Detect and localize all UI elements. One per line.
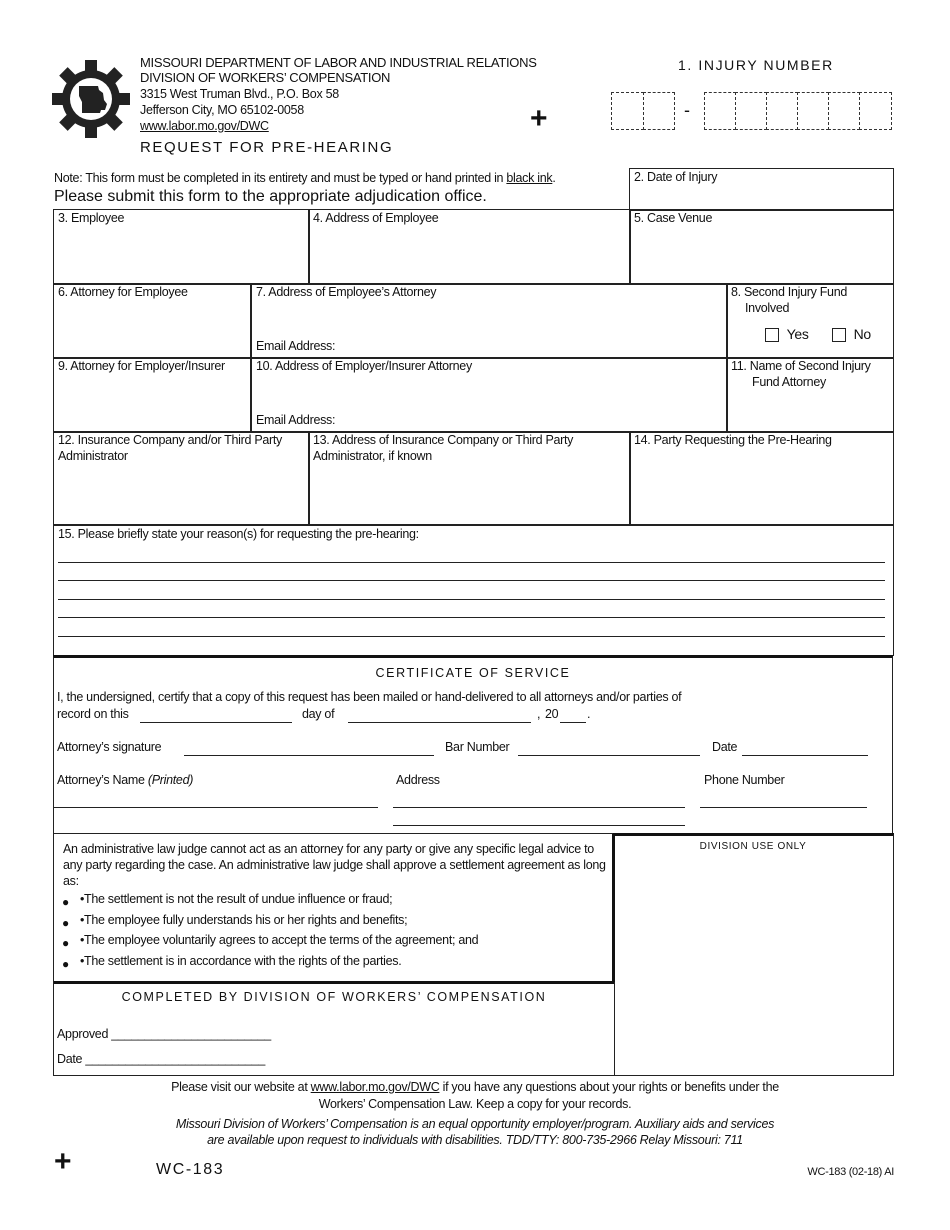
bottom-registration-mark: +: [54, 1145, 72, 1178]
year-prefix: 20: [545, 707, 559, 721]
website-notice: Please visit our website at www.labor.mo.gov/DWC if you have any questions about your rights or benefits under the: [171, 1080, 779, 1094]
dwc-logo: [52, 60, 130, 138]
record-year-input[interactable]: [560, 722, 586, 723]
completed-date-line[interactable]: Date ___________________________: [57, 1052, 265, 1066]
insurance-company-label: 12. Insurance Company and/or Third Party: [58, 433, 283, 447]
employer-attorney-field[interactable]: [53, 357, 252, 433]
injury-number-dash: -: [684, 100, 690, 120]
case-venue-label: 5. Case Venue: [634, 211, 713, 225]
sif-yes-option[interactable]: [765, 326, 809, 342]
employee-address-field[interactable]: [308, 209, 631, 285]
date-of-injury-label: 2. Date of Injury: [634, 170, 718, 184]
attorney-signature-label: Attorney’s signature: [57, 740, 162, 754]
party-requesting-field[interactable]: [629, 431, 894, 526]
phone-number-input[interactable]: [700, 807, 867, 808]
certificate-title: CERTIFICATE OF SERVICE: [375, 666, 571, 680]
case-venue-field[interactable]: [629, 209, 894, 285]
completed-by-division-box: [53, 982, 615, 1076]
record-day-input[interactable]: [140, 722, 292, 723]
employee-attorney-field[interactable]: [53, 283, 252, 359]
bullet-dot-icon: ●: [62, 895, 70, 909]
cert-address-input-2[interactable]: [393, 825, 685, 826]
reasons-line[interactable]: [58, 580, 885, 581]
employer-attorney-email-label: Email Address:: [256, 413, 336, 427]
date-period: .: [587, 707, 591, 721]
employee-attorney-label: 6. Attorney for Employee: [58, 285, 188, 299]
printed-label: (Printed): [147, 773, 194, 787]
sif-no-option[interactable]: [832, 326, 871, 342]
approved-line[interactable]: Approved ________________________: [57, 1027, 271, 1041]
dept-name: MISSOURI DEPARTMENT OF LABOR AND INDUSTRIAL RELATIONS: [140, 55, 537, 70]
employee-attorney-email-label: Email Address:: [256, 339, 336, 353]
insurance-company-field[interactable]: [53, 431, 310, 526]
division-use-label: DIVISION USE ONLY: [699, 841, 807, 852]
cert-date-label: Date: [712, 740, 738, 754]
website-notice-2: Workers’ Compensation Law. Keep a copy for your records.: [318, 1097, 632, 1111]
date-of-injury-field[interactable]: [629, 168, 894, 211]
second-injury-fund-label-2: Involved: [745, 301, 790, 315]
form-note: Note: This form must be completed in its entirety and must be typed or hand printed in black ink.: [54, 171, 556, 185]
party-requesting-label: 14. Party Requesting the Pre-Hearing: [634, 433, 832, 447]
employee-field[interactable]: [53, 209, 310, 285]
submit-instruction: Please submit this form to the appropriate adjudication office.: [54, 188, 487, 205]
center-registration-mark: +: [530, 102, 548, 135]
insurance-address-field[interactable]: [308, 431, 631, 526]
attorney-signature-input[interactable]: [184, 755, 434, 756]
address-line-2: Jefferson City, MO 65102-0058: [140, 103, 304, 117]
certificate-section: [53, 655, 893, 835]
footer-website-link[interactable]: www.labor.mo.gov/DWC: [310, 1080, 440, 1094]
website-link[interactable]: www.labor.mo.gov/DWC: [140, 119, 269, 133]
bar-number-input[interactable]: [518, 755, 700, 756]
date-comma: ,: [537, 707, 541, 721]
form-revision: WC-183 (02-18) AI: [807, 1166, 894, 1178]
bullet-item: • The employee voluntarily agrees to accept the terms of the agreement; and: [84, 933, 478, 947]
attorney-name-input[interactable]: [54, 807, 378, 808]
bullet-dot-icon: ●: [62, 915, 70, 930]
bullet-item: • The employee fully understands his or her rights and benefits;: [84, 913, 407, 927]
cert-address-label: Address: [396, 773, 440, 787]
record-month-input[interactable]: [348, 722, 531, 723]
phone-number-label: Phone Number: [704, 773, 785, 787]
insurance-address-label-2: Administrator, if known: [313, 449, 432, 463]
injury-number-label: 1. INJURY NUMBER: [678, 57, 834, 73]
reasons-field[interactable]: [53, 524, 894, 656]
bullet-item: • The settlement is in accordance with the rights of the parties.: [84, 954, 401, 968]
employee-address-label: 4. Address of Employee: [313, 211, 439, 225]
employee-attorney-address-field[interactable]: [250, 283, 728, 359]
second-injury-fund-label: 8. Second Injury Fund: [731, 285, 847, 299]
black-ink-text: black ink: [506, 171, 553, 185]
eeo-notice-2: are available upon request to individuals with disabilities. TDD/TTY: 800-735-2966 Relay Missouri: 711: [207, 1133, 743, 1147]
reasons-label: 15. Please briefly state your reason(s) for requesting the pre-hearing:: [58, 527, 419, 541]
bullet-dot-icon: ●: [62, 936, 70, 951]
record-on-this-label: record on this: [57, 707, 129, 721]
certificate-text: I, the undersigned, certify that a copy of this request has been mailed or hand-delivered to all attorneys and/or parties of: [57, 690, 682, 704]
employee-attorney-address-label: 7. Address of Employee’s Attorney: [256, 285, 437, 299]
sif-no-checkbox[interactable]: [832, 328, 846, 342]
reasons-line[interactable]: [58, 562, 885, 563]
bar-number-label: Bar Number: [445, 740, 510, 754]
insurance-address-label: 13. Address of Insurance Company or Third Party: [313, 433, 574, 447]
employer-attorney-address-field[interactable]: [250, 357, 728, 433]
eeo-notice: Missouri Division of Workers’ Compensation is an equal opportunity employer/program. Auxiliary aids and services: [175, 1117, 775, 1131]
cert-address-input[interactable]: [393, 807, 685, 808]
insurance-company-label-2: Administrator: [58, 449, 128, 463]
bullet-item: • The settlement is not the result of undue influence or fraud;: [84, 892, 392, 906]
reasons-line[interactable]: [58, 599, 885, 600]
sif-attorney-label: 11. Name of Second Injury: [731, 359, 871, 373]
day-of-label: day of: [302, 707, 335, 721]
reasons-line[interactable]: [58, 636, 885, 637]
address-line-1: 3315 West Truman Blvd., P.O. Box 58: [140, 87, 339, 101]
employee-label: 3. Employee: [58, 211, 125, 225]
attorney-name-label: Attorney’s Name (Printed): [57, 773, 194, 787]
sif-no-label: No: [853, 326, 871, 342]
reasons-line[interactable]: [58, 617, 885, 618]
alj-paragraph: An administrative law judge cannot act as an attorney for any party or give any specific legal advice to any party regarding the case. An administrative law judge shall approve a settlement agreement as long as:: [63, 842, 606, 888]
division-use-box: [613, 833, 894, 1076]
sif-yes-label: Yes: [786, 326, 809, 342]
employer-attorney-address-label: 10. Address of Employer/Insurer Attorney: [256, 359, 472, 373]
bullet-markers: [62, 892, 69, 975]
sif-attorney-field[interactable]: [726, 357, 894, 433]
sif-yes-checkbox[interactable]: [765, 328, 779, 342]
completed-title: COMPLETED BY DIVISION OF WORKERS’ COMPENSATION: [121, 990, 547, 1004]
second-injury-fund-field: [726, 283, 894, 359]
bullet-dot-icon: ●: [62, 957, 70, 972]
division-name: DIVISION OF WORKERS’ COMPENSATION: [140, 70, 391, 85]
form-id: WC-183: [156, 1161, 225, 1178]
cert-date-input[interactable]: [742, 755, 868, 756]
employer-attorney-label: 9. Attorney for Employer/Insurer: [58, 359, 225, 373]
form-title: REQUEST FOR PRE-HEARING: [140, 139, 394, 156]
sif-attorney-label-2: Fund Attorney: [752, 375, 826, 389]
